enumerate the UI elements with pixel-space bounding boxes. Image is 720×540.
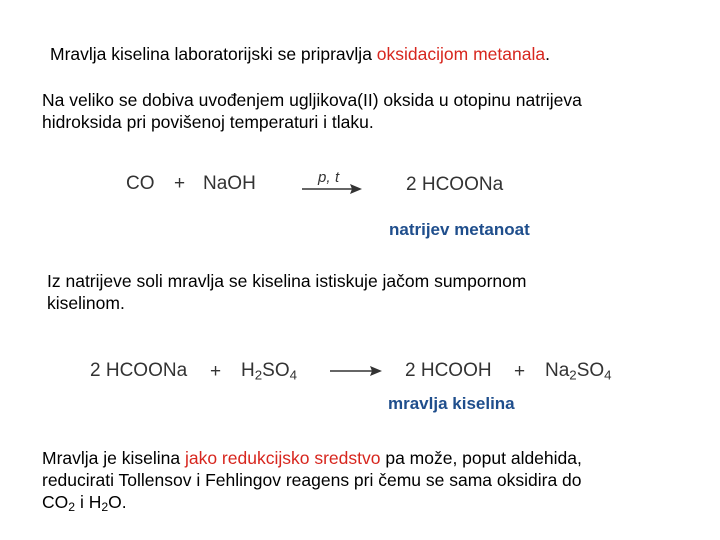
reaction-1-product-name: natrijev metanoat <box>389 220 530 239</box>
intro-text: Mravlja kiselina laboratorijski se pripravlja <box>50 44 377 64</box>
reaction-1-naoh: NaOH <box>203 173 256 194</box>
intro-paragraph <box>50 43 550 65</box>
reaction-2-product-name: mravlja kiselina <box>388 394 515 413</box>
industrial-line-1: Na veliko se dobiva uvođenjem ugljikova(II) oksida u otopinu natrijeva <box>42 90 582 110</box>
reducing-line-1-b: pa može, poput aldehida, <box>380 448 582 468</box>
reaction-1-condition-t: t <box>335 169 340 186</box>
reducing-highlight: jako redukcijsko sredstvo <box>184 448 381 468</box>
reaction-2-plus-2: + <box>514 361 526 382</box>
reaction-1-arrow-icon <box>302 182 362 196</box>
reaction-1-co: CO <box>126 173 155 194</box>
reaction-2-plus-1: + <box>210 361 222 382</box>
industrial-paragraph <box>42 89 582 133</box>
reducing-line-3: $CO_2$ i $H_2O$. <box>42 492 127 515</box>
reaction-2-arrow-icon <box>330 364 382 378</box>
reducing-paragraph <box>42 447 582 513</box>
reaction-2-h2so4: $H_2SO_4$ <box>241 360 297 383</box>
displacement-paragraph <box>47 270 526 314</box>
displacement-line-2: kiselinom. <box>47 293 125 313</box>
intro-highlight: oksidacijom metanala <box>376 44 546 64</box>
reaction-2-hcooh: 2 HCOOH <box>405 360 492 381</box>
reducing-line-1-a: Mravlja je kiselina <box>42 448 185 468</box>
reaction-1-product: 2 HCOONa <box>406 174 504 195</box>
intro-end: . <box>545 44 550 64</box>
reaction-1-condition-p: p, <box>318 169 331 186</box>
reaction-2-hcoona: 2 HCOONa <box>90 360 188 381</box>
reaction-1-plus: + <box>174 173 186 194</box>
reducing-line-2: reducirati Tollensov i Fehlingov reagens pri čemu se sama oksidira do <box>42 470 582 490</box>
reaction-2-na2so4: $Na_2SO_4$ <box>545 360 612 383</box>
displacement-line-1: Iz natrijeve soli mravlja se kiselina istiskuje jačom sumpornom <box>47 271 527 291</box>
industrial-line-2: hidroksida pri povišenoj temperaturi i tlaku. <box>42 112 374 132</box>
